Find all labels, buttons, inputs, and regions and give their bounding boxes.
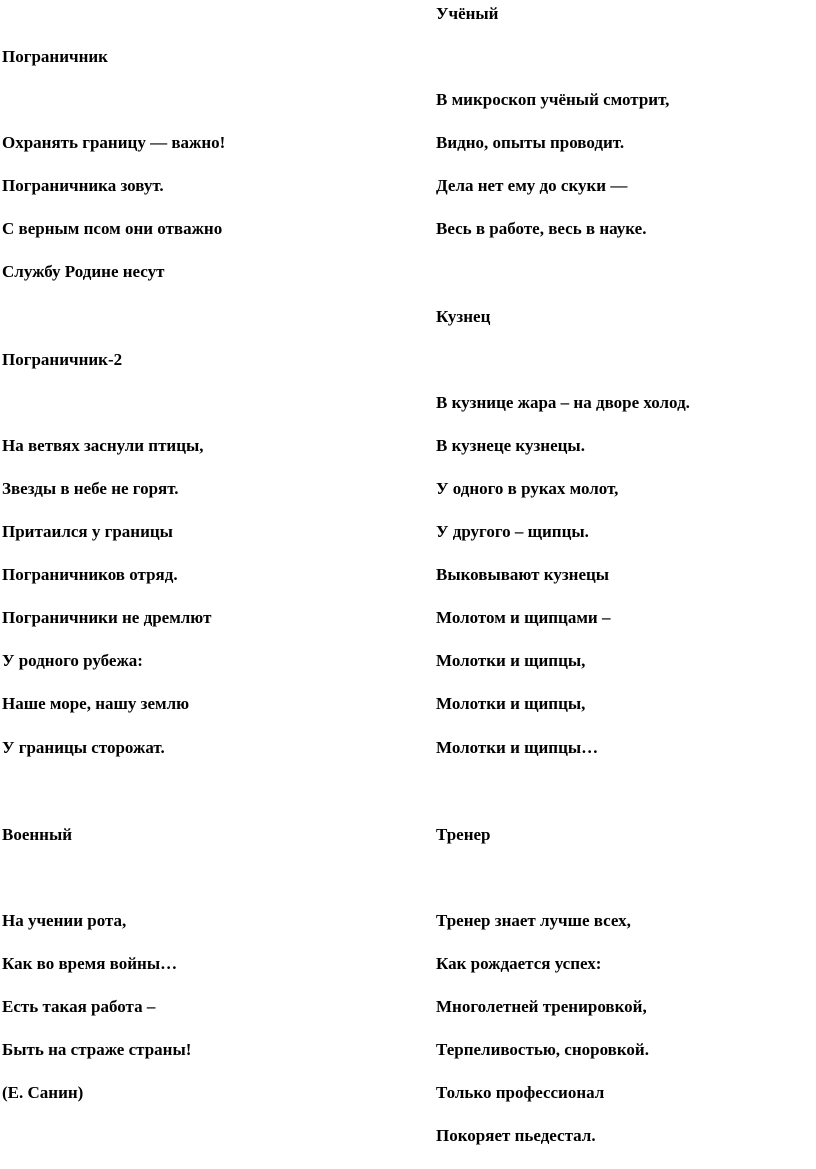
poem-line: Терпеливостью, сноровкой. [436,1040,649,1059]
poem-author: (Е. Санин) [2,1083,84,1102]
poem-line: Есть такая работа – [2,997,156,1016]
poem-line: У границы сторожат. [2,738,165,757]
poem-title-border-guard: Пограничник [2,47,108,66]
poem-line: В кузнеце кузнецы. [436,436,585,455]
poem-line: Наше море, нашу землю [2,694,190,713]
poem-line: Выковывают кузнецы [436,565,610,584]
poem-line: Многолетней тренировкой, [436,997,647,1016]
poem-line: Быть на страже страны! [2,1040,192,1059]
poem-line: Молотки и щипцы… [436,738,599,757]
poem-line: Охранять границу — важно! [2,133,226,152]
poem-line: Молотки и щипцы, [436,694,586,713]
poem-line: Дела нет ему до скуки — [436,176,628,195]
poem-line: Тренер знает лучше всех, [436,911,631,930]
poem-line: Покоряет пьедестал. [436,1126,596,1145]
poem-line: Молотом и щипцами – [436,608,611,627]
poem-title-military: Военный [2,825,73,844]
poem-line: Как рождается успех: [436,954,602,973]
poem-title-border-guard-2: Пограничник-2 [2,350,123,369]
poem-line: Пограничники не дремлют [2,608,212,627]
poem-line: У родного рубежа: [2,651,143,670]
poem-title-blacksmith: Кузнец [436,307,491,326]
poem-title-coach: Тренер [436,825,491,844]
poem-line: У одного в руках молот, [436,479,619,498]
poem-line: Пограничников отряд. [2,565,178,584]
poem-line: В микроскоп учёный смотрит, [436,90,670,109]
poem-line: В кузнице жара – на дворе холод. [436,393,690,412]
poem-line: Видно, опыты проводит. [436,133,625,152]
poem-line: С верным псом они отважно [2,219,223,238]
poem-line: Молотки и щипцы, [436,651,586,670]
poem-line: На ветвях заснули птицы, [2,436,204,455]
poem-line: У другого – щипцы. [436,522,589,541]
poem-line: Весь в работе, весь в науке. [436,219,647,238]
poem-line: Пограничника зовут. [2,176,164,195]
poem-line: Как во время войны… [2,954,178,973]
poem-line: Звезды в небе не горят. [2,479,179,498]
poem-line: Только профессионал [436,1083,605,1102]
poem-line: На учении рота, [2,911,127,930]
poem-line: Притаился у границы [2,522,173,541]
poem-line: Службу Родине несут [2,262,165,281]
poem-title-scientist: Учёный [436,4,499,23]
